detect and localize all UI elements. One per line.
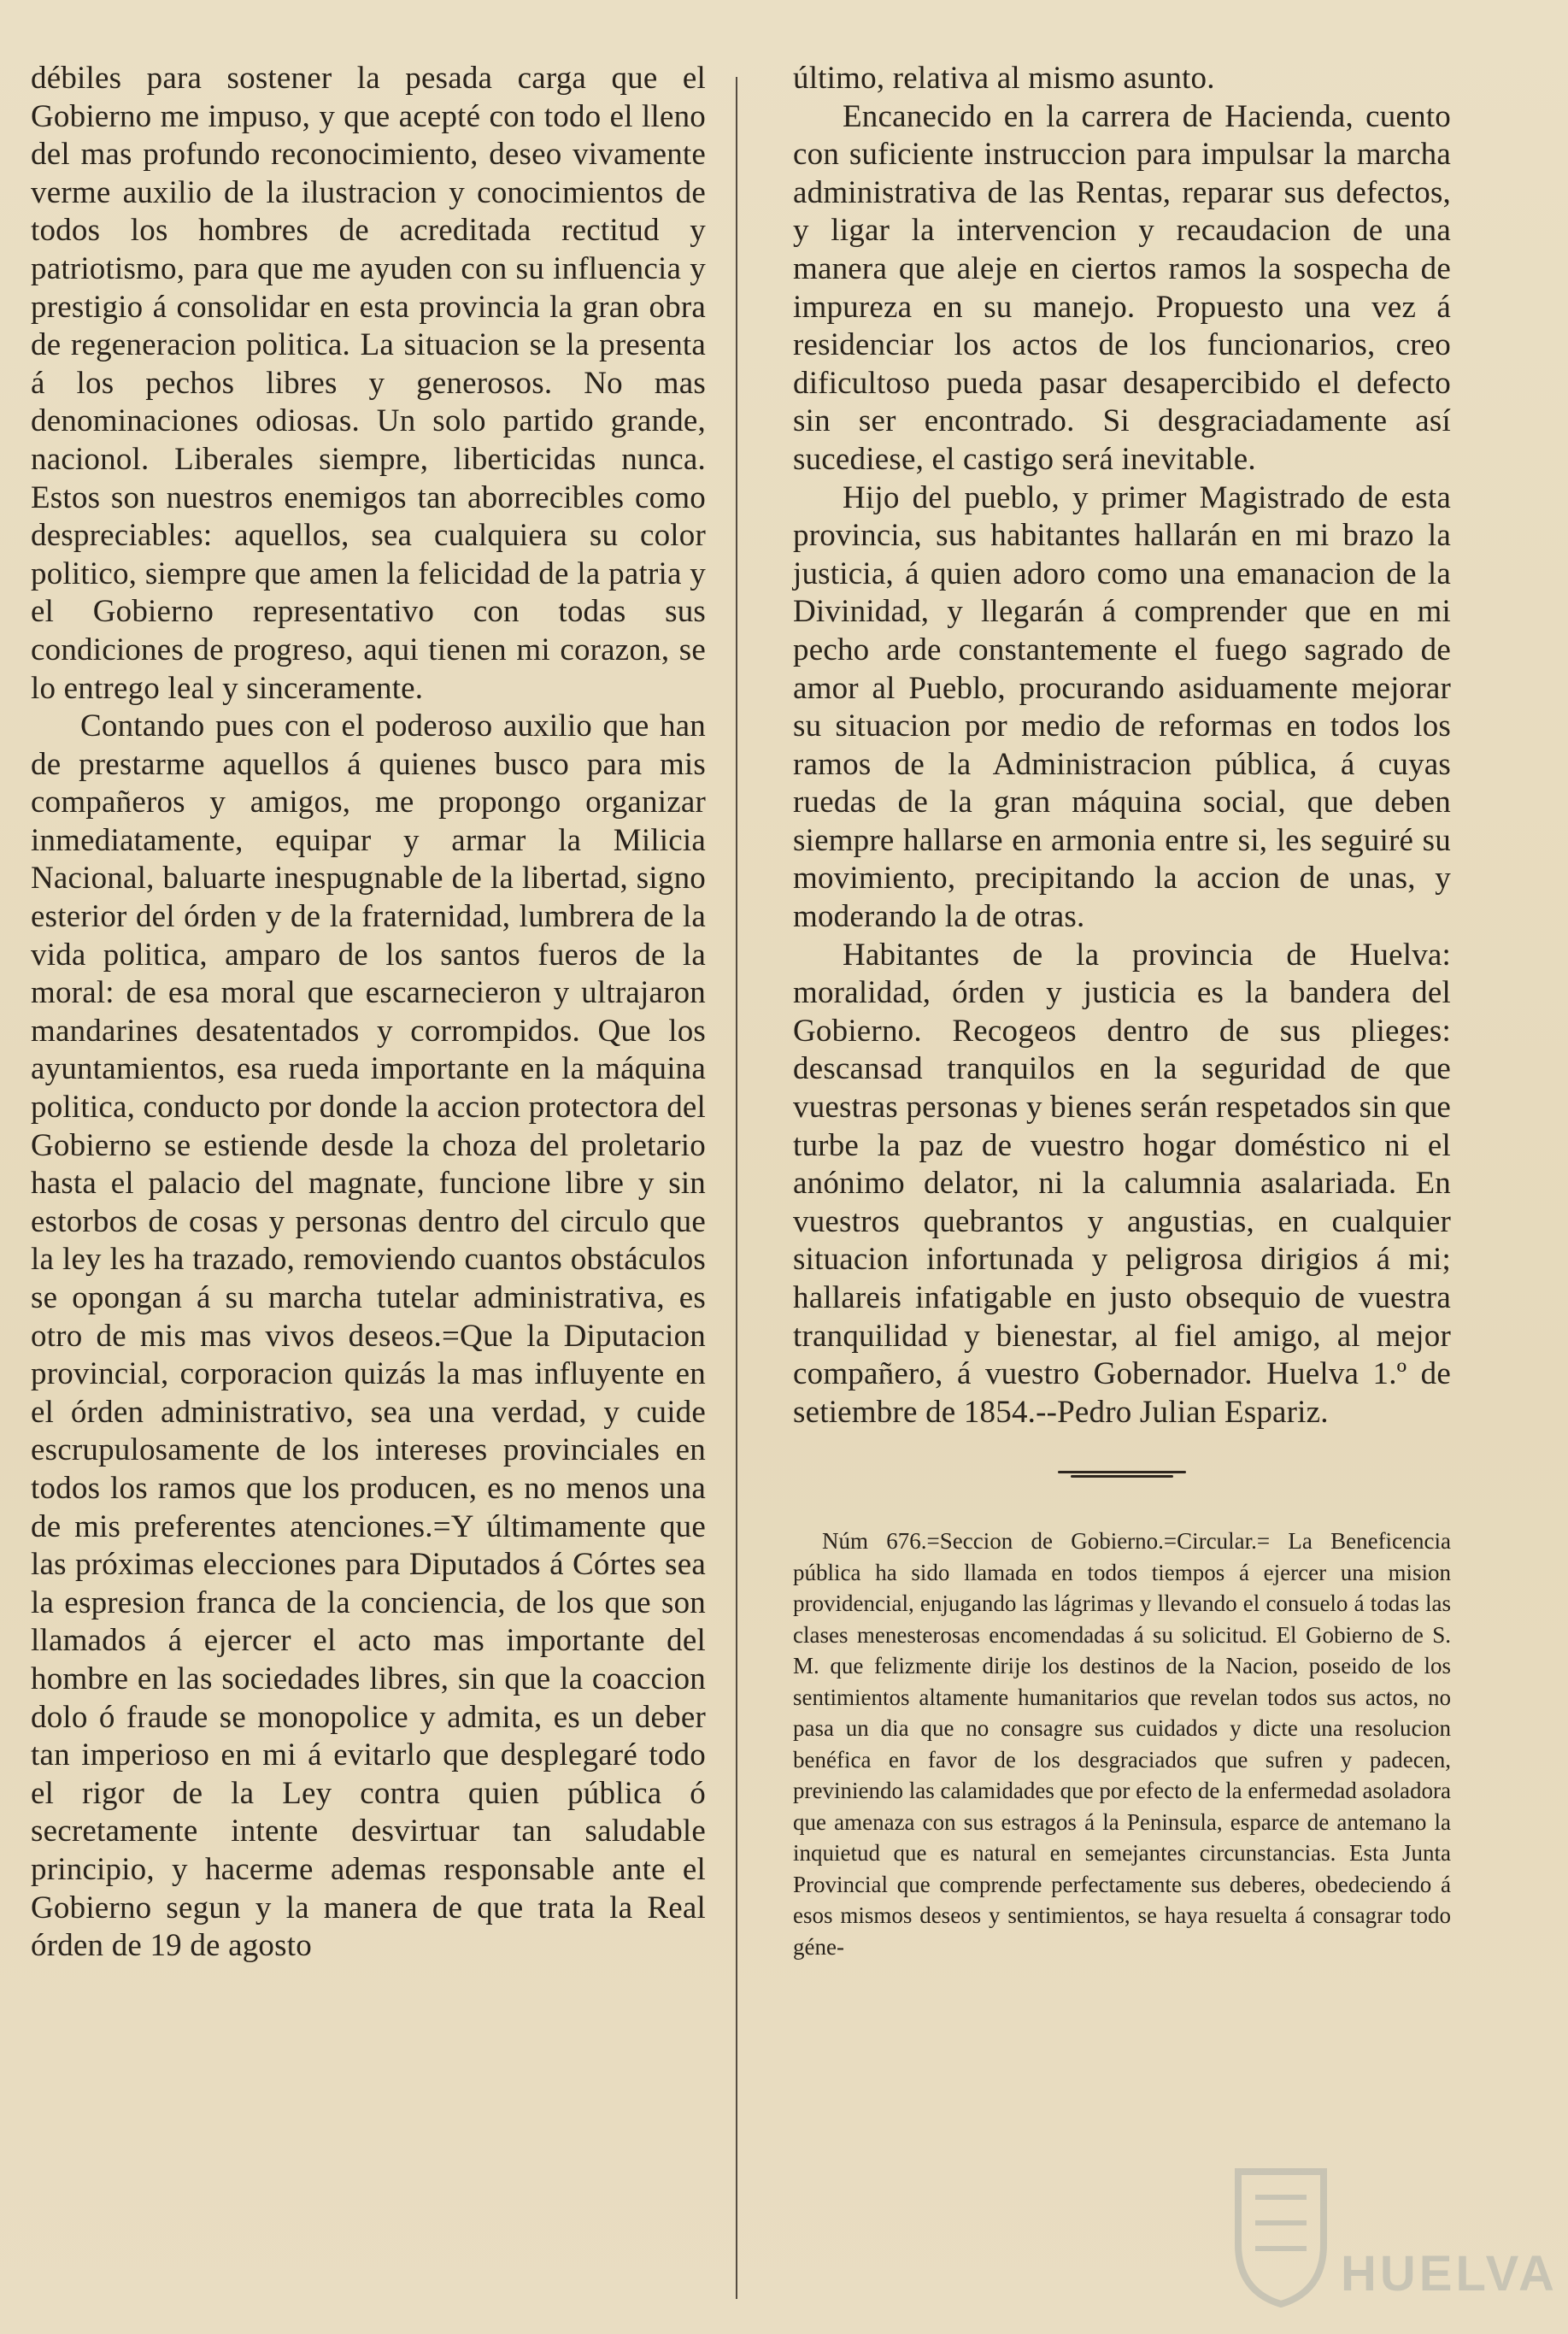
- section-separator: [1058, 1471, 1186, 1481]
- left-paragraph-1: débiles para sostener la pesada carga que el Gobierno me impuso, y que acepté con todo el lleno del mas profundo reconocimiento, deseo vivamente verme auxilio de la ilustracion y conocimientos de todos los hombres de acreditada rectitud y patriotismo, para que me ayuden con su influencia y prestigio á consolidar en esta provincia la gran obra de regeneracion politica. La situacion se la presenta á los pechos libres y generosos. No mas denominaciones odiosas. Un solo partido grande, nacionol. Liberales siempre, liberticidas nunca. Estos son nuestros enemigos tan aborrecibles como despreciables: aquellos, sea cualquiera su color politico, siempre que amen la felicidad de la patria y el Gobierno representativo con todas sus condiciones de progreso, aqui tienen mi corazon, se lo entrego leal y sinceramente.: [31, 61, 706, 706]
- right-column: [793, 60, 1451, 1962]
- right-paragraph-1: último, relativa al mismo asunto.: [793, 61, 1215, 96]
- column-divider: [736, 77, 737, 2299]
- archive-watermark: [1230, 2163, 1558, 2308]
- left-paragraph-2: Contando pues con el poderoso auxilio que han de prestarme aquellos á quienes busco para mis compañeros y amigos, me propongo organizar inmediatamente, equipar y armar la Milicia Nacional, baluarte inespugnable de la libertad, signo esterior del órden y de la fraternidad, lumbrera de la vida politica, amparo de los santos fueros de la moral: de esa moral que escarnecieron y ultrajaron mandarines desatentados y corrompidos. Que los ayuntamientos, esa rueda importante en la máquina politica, conducto por donde la accion protectora del Gobierno se estiende desde la choza del proletario hasta el palacio del magnate, funcione libre y sin estorbos de cosas y personas dentro del circulo que la ley les ha trazado, removiendo cuantos obstáculos se opongan á su marcha tutelar administrativa, es otro de mis mas vivos deseos.=Que la Diputacion provincial, corporacion quizás la mas influyente en el órden administrativo, sea una verdad, y cuide escrupulosamente de los intereses provinciales en todos los ramos que los producen, es no menos una de mis preferentes atenciones.=Y últimamente que las próximas elecciones para Diputados á Córtes sea la espresion franca de la conciencia, de los que son llamados á ejercer el acto mas importante del hombre en las sociedades libres, sin que la coaccion dolo ó fraude se monopolice y admita, es un deber tan imperioso en mi á evitarlo que desplegaré todo el rigor de la Ley contra quien pública ó secretamente intente desvirtuar tan saludable principio, y hacerme ademas responsable ante el Gobierno segun y la manera de que trata la Real órden de 19 de agosto: [31, 708, 706, 1964]
- right-paragraph-2: Encanecido en la carrera de Hacienda, cuento con suficiente instruccion para impulsar la marcha administrativa de las Rentas, reparar sus defectos, y ligar la intervencion y recaudacion de una manera que aleje en ciertos ramos la sospecha de impureza en su manejo. Propuesto una vez á residenciar los actos de los funcionarios, creo dificultoso pueda pasar desapercibido el defecto sin ser encontrado. Si desgraciadamente así sucediese, el castigo será inevitable.: [793, 98, 1451, 477]
- right-paragraph-3: Hijo del pueblo, y primer Magistrado de esta provincia, sus habitantes hallarán en mi brazo la justicia, á quien adoro como una emanacion de la Divinidad, y llegarán á comprender que en mi pecho arde constantemente el fuego sagrado de amor al Pueblo, procurando asiduamente mejorar su situacion por medio de reformas en todos los ramos de la Administracion pública, á cuyas ruedas de la gran máquina social, que deben siempre hallarse en armonia entre si, les seguiré su movimiento, precipitando la accion de unas, y moderando la de otras.: [793, 479, 1451, 935]
- circular-notice: Núm 676.=Seccion de Gobierno.=Circular.= La Beneficencia pública ha sido llamada en todos tiempos á ejercer una mision providencial, enjugando las lágrimas y llevando el consuelo á todas las clases menesterosas encomendadas á su solicitud. El Gobierno de S. M. que felizmente dirije los destinos de la Nacion, poseido de los sentimientos altamente humanitarios que revelan todos sus actos, no pasa un dia que no consagre sus cuidados y dicte una resolucion benéfica en favor de los desgraciados que sufren y padecen, previniendo las calamidades que por efecto de la enfermedad asoladora que amenaza con sus estragos á la Peninsula, esparce de antemano la inquietud que es natural en semejantes circunstancias. Esta Junta Provincial que comprende perfectamente sus deberes, obedeciendo á esos mismos deseos y sentimientos, se haya resuelta á consagrar todo géne-: [793, 1528, 1451, 1960]
- left-column: [31, 60, 706, 1966]
- right-paragraph-4: Habitantes de la provincia de Huelva: moralidad, órden y justicia es la bandera del Gobierno. Recogeos dentro de sus plieges: descansad tranquilos en la seguridad de que vuestras personas y bienes serán respetados sin que turbe la paz de vuestro hogar doméstico ni el anónimo delator, ni la calumnia asalariada. En vuestros quebrantos y angustias, en cualquier situacion infortunada y peligrosa dirigios á mi; hallareis infatigable en justo obsequio de vuestra tranquilidad y bienestar, al fiel amigo, al mejor compañero, á vuestro Gobernador. Huelva 1.º de setiembre de 1854.--Pedro Julian Espariz.: [793, 937, 1451, 1430]
- watermark-text: HUELVA: [1341, 2246, 1558, 2302]
- shield-icon: [1230, 2163, 1332, 2308]
